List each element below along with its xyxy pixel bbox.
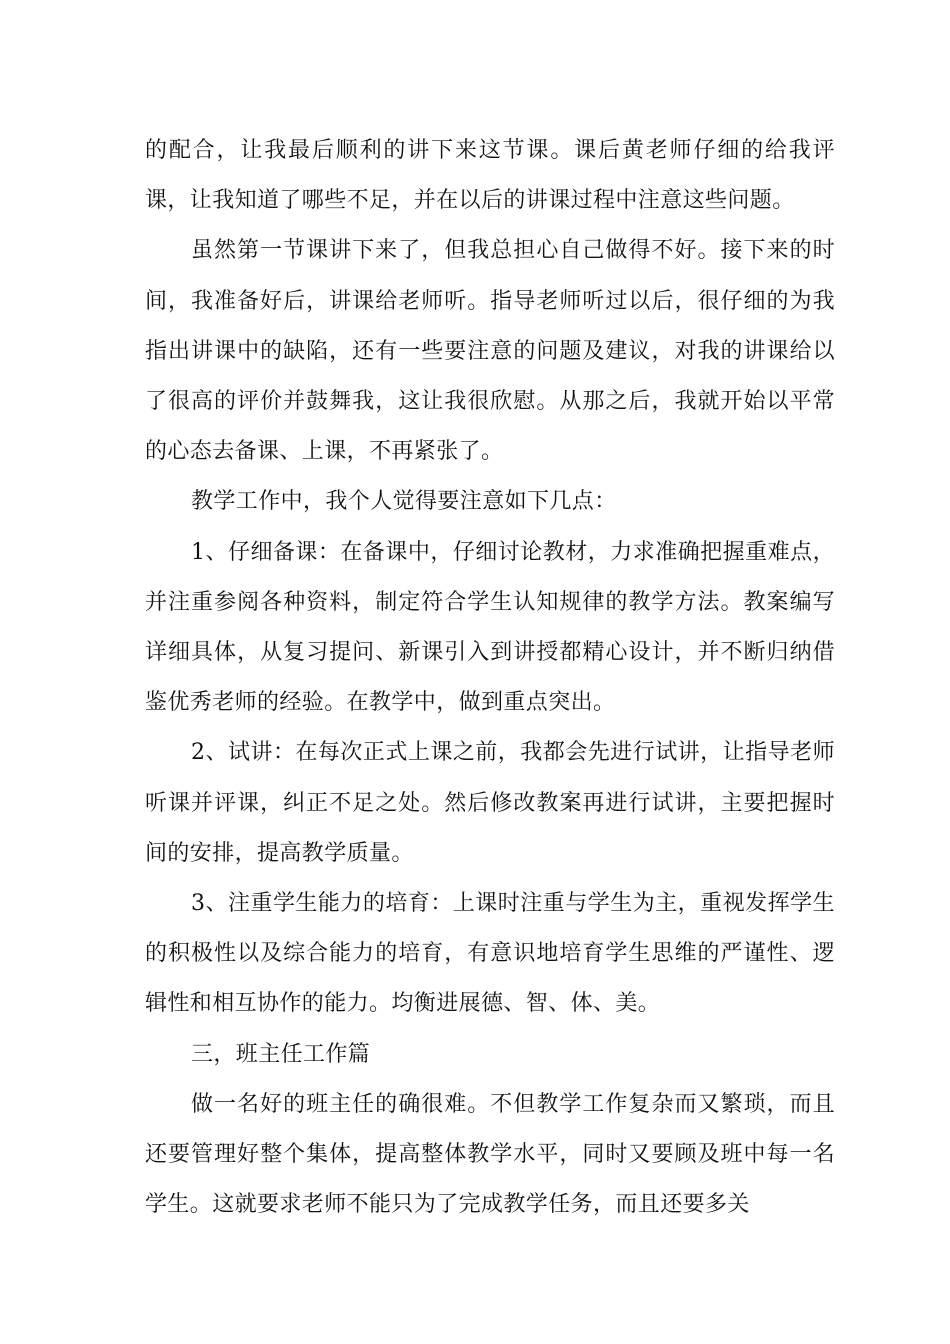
list-item-ability-cultivation: 3、注重学生能力的培育：上课时注重与学生为主，重视发挥学生的积极性以及综合能力的培育，有意识地培育学生思维的严谨性、逻辑性和相互协作的能力。均衡进展德、智、体、美。	[145, 891, 835, 1017]
section-heading-class-teacher: 三，班主任工作篇	[191, 1041, 371, 1067]
paragraph-teaching-points-intro: 教学工作中，我个人觉得要注意如下几点：	[191, 489, 617, 515]
list-item-careful-preparation: 1、仔细备课：在备课中，仔细讨论教材，力求准确把握重难点，并注重参阅各种资料，制定符合学生认知规律的教学方法。教案编写详细具体，从复习提问、新课引入到讲授都精心设计，并不断归纳借鉴优秀老师的经验。在教学中，做到重点突出。	[145, 539, 835, 716]
paragraph-class-teacher-work: 做一名好的班主任的确很难。不但教学工作复杂而又繁琐，而且还要管理好整个集体，提高整体教学水平，同时又要顾及班中每一名学生。这就要求老师不能只为了完成教学任务，而且还要多关	[145, 1091, 835, 1218]
list-item-trial-lecture: 2、试讲：在每次正式上课之前，我都会先进行试讲，让指导老师听课并评课，纠正不足之处。然后修改教案再进行试讲，主要把握时间的安排，提高教学质量。	[145, 740, 835, 866]
document-body	[145, 126, 835, 1230]
paragraph-first-lesson-reflection: 虽然第一节课讲下来了，但我总担心自己做得不好。接下来的时间，我准备好后，讲课给老师听。指导老师听过以后，很仔细的为我指出讲课中的缺陷，还有一些要注意的问题及建议，对我的讲课给以了很高的评价并鼓舞我，这让我很欣慰。从那之后，我就开始以平常的心态去备课、上课，不再紧张了。	[145, 238, 835, 465]
paragraph-continuation: 的配合，让我最后顺利的讲下来这节课。课后黄老师仔细的给我评课，让我知道了哪些不足，并在以后的讲课过程中注意这些问题。	[145, 138, 835, 214]
